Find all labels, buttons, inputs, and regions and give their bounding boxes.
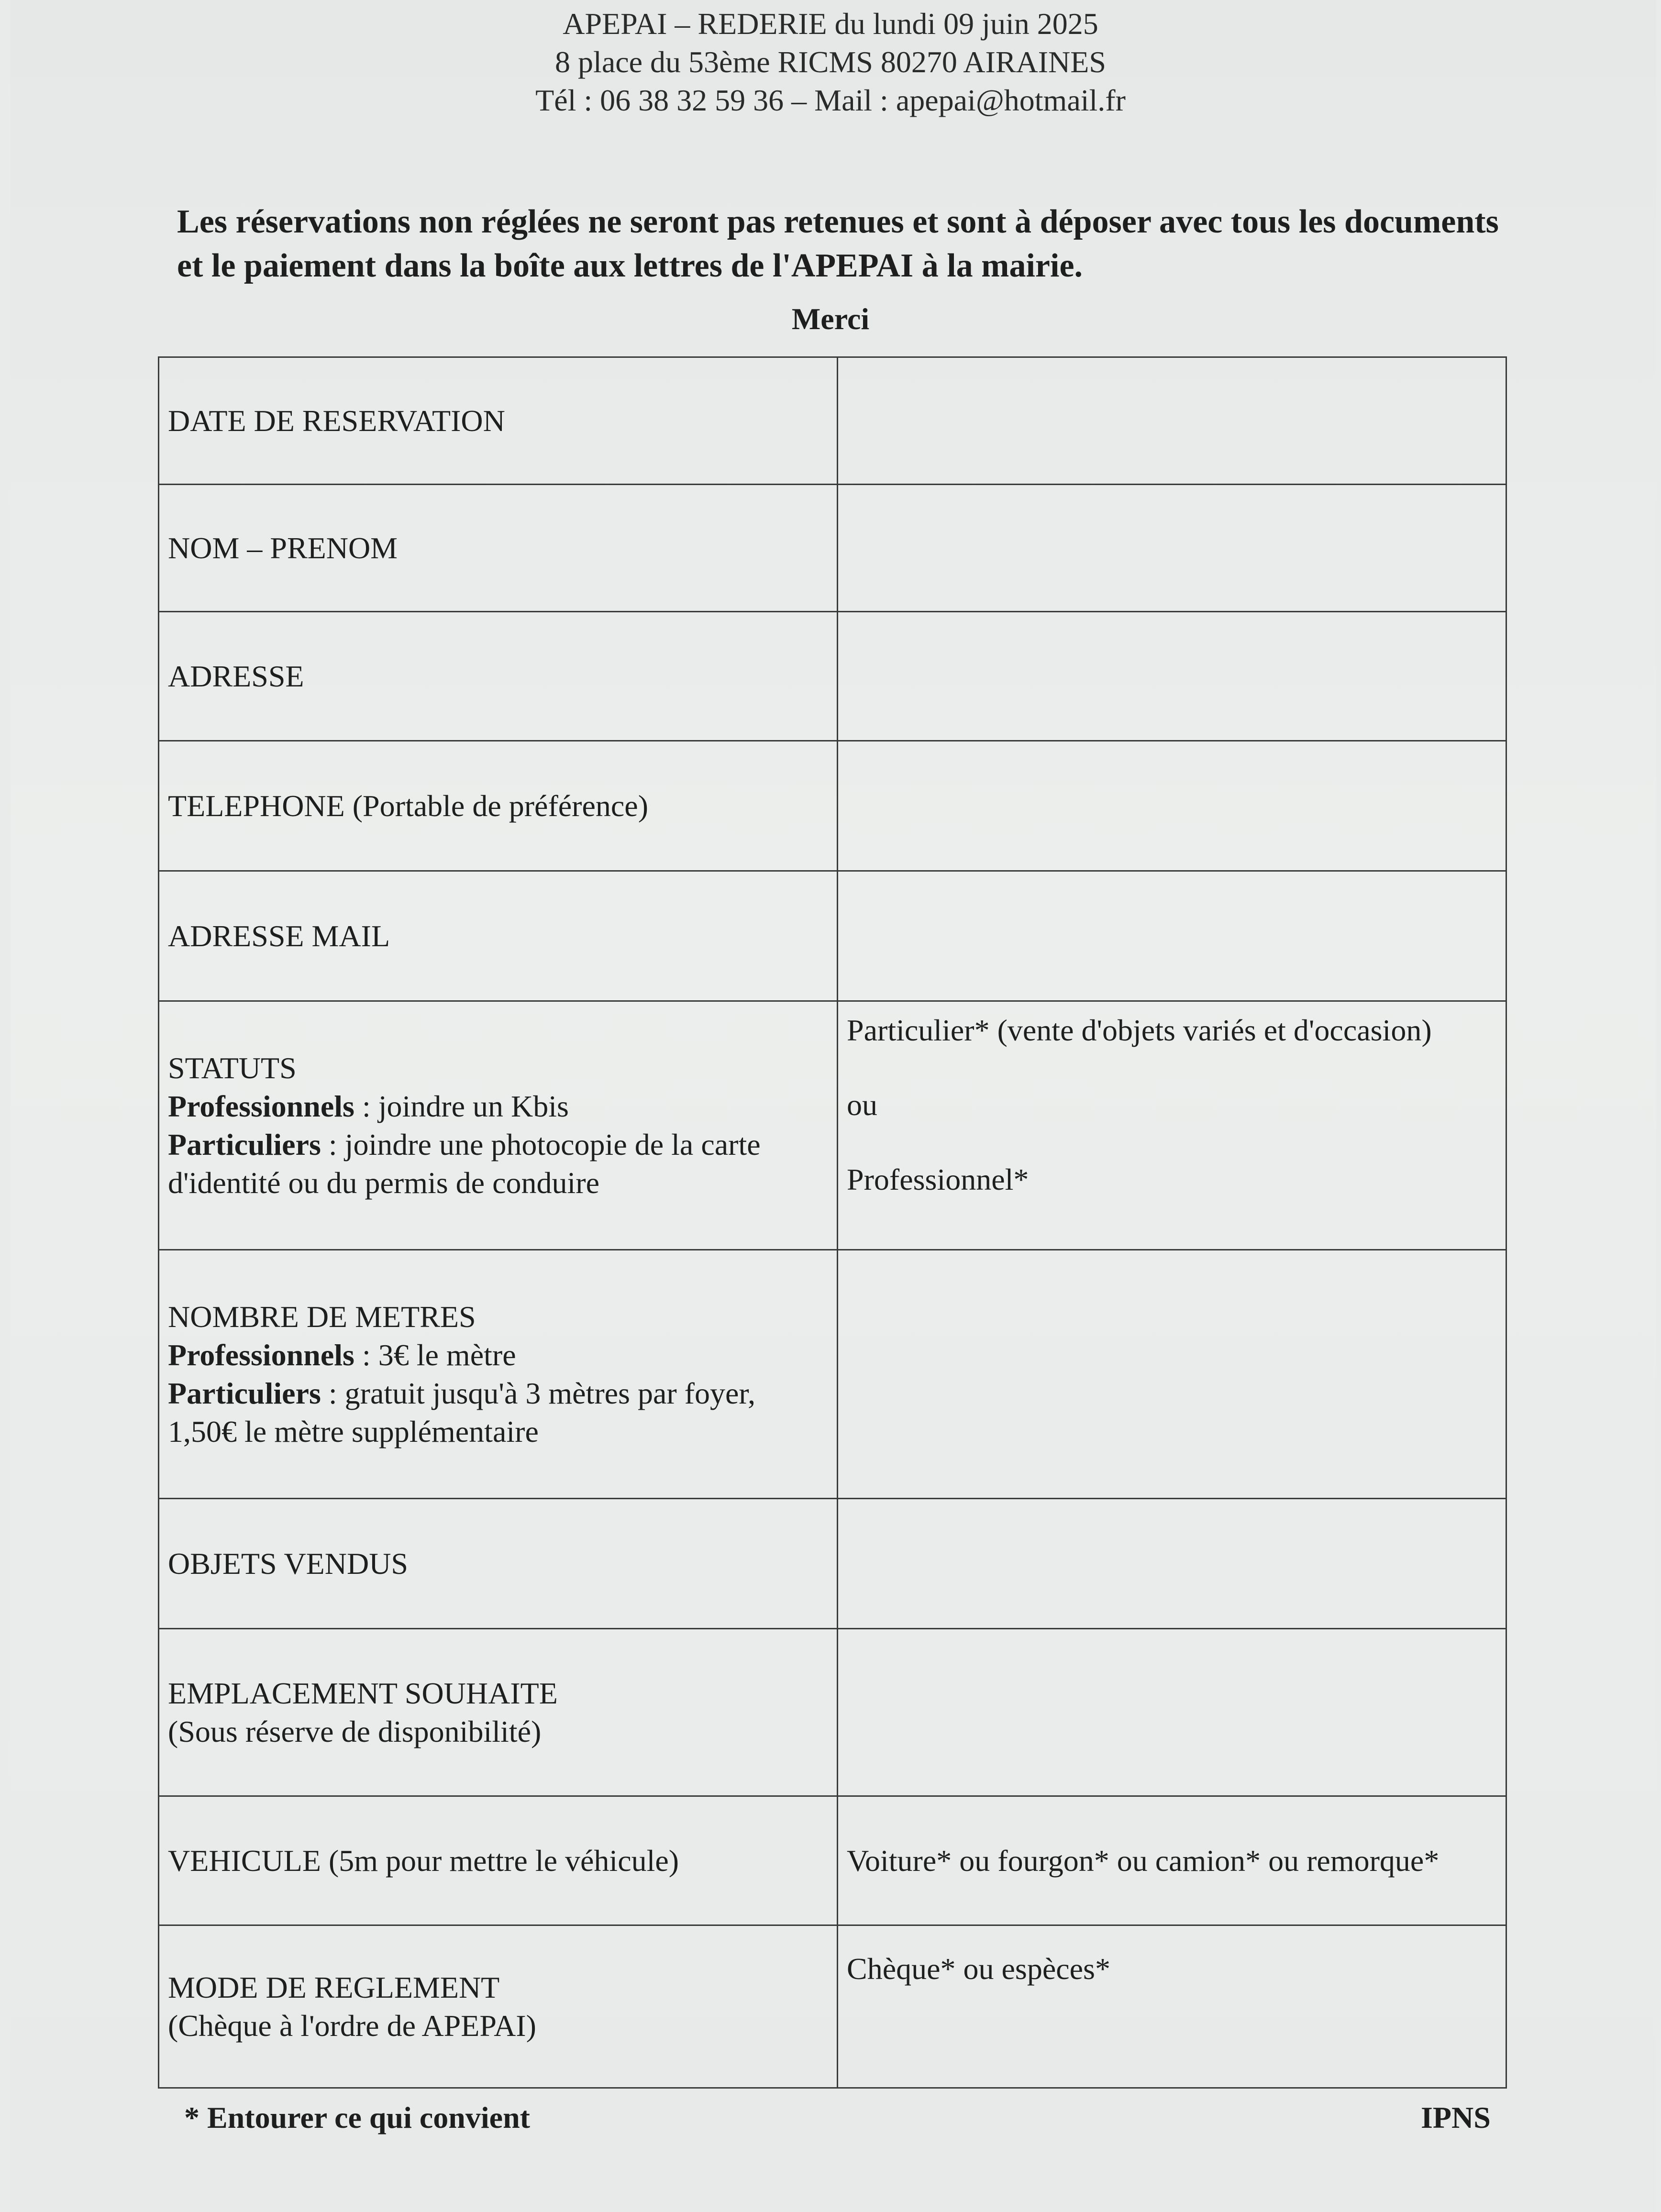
mail-field[interactable] [838, 871, 1506, 1001]
nom-label: NOM – PRENOM [159, 485, 838, 612]
statuts-option-particulier[interactable]: Particulier* (vente d'objets variés et d'occasion) [847, 1013, 1432, 1047]
adresse-field[interactable] [838, 612, 1506, 741]
objets-field[interactable] [838, 1499, 1506, 1629]
row-emplacement [159, 1629, 1506, 1796]
metres-label [159, 1250, 838, 1499]
row-objets [159, 1499, 1506, 1629]
row-reglement [159, 1925, 1506, 2088]
emplacement-note: (Sous réserve de disponibilité) [168, 1714, 542, 1748]
document-header [0, 5, 1661, 120]
reglement-label [159, 1925, 838, 2088]
metres-part-text: : gratuit jusqu'à 3 mètres par foyer, 1,50€ le mètre supplémentaire [168, 1376, 756, 1449]
reservation-form-table [158, 356, 1507, 2089]
statuts-part-text: : joindre une photocopie de la carte d'identité ou du permis de conduire [168, 1127, 761, 1200]
statuts-option-professionnel[interactable]: Professionnel* [847, 1162, 1029, 1196]
row-metres [159, 1250, 1506, 1499]
header-event-title: APEPAI – REDERIE du lundi 09 juin 2025 [563, 7, 1098, 41]
row-date [159, 357, 1506, 485]
statuts-label [159, 1001, 838, 1250]
mail-label: ADRESSE MAIL [159, 871, 838, 1001]
header-address: 8 place du 53ème RICMS 80270 AIRAINES [555, 45, 1106, 79]
statuts-title: STATUTS [168, 1051, 297, 1085]
statuts-options [838, 1001, 1506, 1250]
reservation-notice: Les réservations non réglées ne seront pas retenues et sont à déposer avec tous les documents et le paiement dans la boîte aux lettres de l'APEPAI à la mairie. [177, 203, 1499, 284]
statuts-or: ou [847, 1088, 877, 1122]
row-nom [159, 485, 1506, 612]
metres-pro-text: : 3€ le mètre [354, 1338, 516, 1372]
row-statuts [159, 1001, 1506, 1250]
reglement-note: (Chèque à l'ordre de APEPAI) [168, 2008, 536, 2043]
date-label: DATE DE RESERVATION [159, 357, 838, 485]
merci-text: Merci [791, 302, 870, 336]
reglement-title: MODE DE REGLEMENT [168, 1970, 500, 2004]
emplacement-label [159, 1629, 838, 1796]
metres-title: NOMBRE DE METRES [168, 1299, 476, 1334]
statuts-pro-text: : joindre un Kbis [354, 1089, 569, 1123]
telephone-field[interactable] [838, 741, 1506, 871]
footer-ipns: IPNS [1421, 2101, 1491, 2135]
header-contact: Tél : 06 38 32 59 36 – Mail : apepai@hotmail.fr [535, 83, 1126, 117]
row-telephone [159, 741, 1506, 871]
emplacement-field[interactable] [838, 1629, 1506, 1796]
row-adresse [159, 612, 1506, 741]
statuts-pro-term: Professionnels [168, 1089, 354, 1123]
nom-field[interactable] [838, 485, 1506, 612]
statuts-part-term: Particuliers [168, 1127, 321, 1161]
date-field[interactable] [838, 357, 1506, 485]
metres-part-term: Particuliers [168, 1376, 321, 1410]
statuts-pro-line [168, 1087, 828, 1126]
objets-label: OBJETS VENDUS [159, 1499, 838, 1629]
adresse-label: ADRESSE [159, 612, 838, 741]
footer-circle-note: * Entourer ce qui convient [184, 2101, 530, 2135]
metres-field[interactable] [838, 1250, 1506, 1499]
emplacement-title: EMPLACEMENT SOUHAITE [168, 1676, 558, 1710]
row-mail [159, 871, 1506, 1001]
vehicule-options[interactable]: Voiture* ou fourgon* ou camion* ou remorque* [838, 1796, 1506, 1925]
metres-pro-line [168, 1336, 828, 1374]
metres-pro-term: Professionnels [168, 1338, 354, 1372]
reglement-options[interactable]: Chèque* ou espèces* [838, 1925, 1506, 2088]
row-vehicule [159, 1796, 1506, 1925]
vehicule-label: VEHICULE (5m pour mettre le véhicule) [159, 1796, 838, 1925]
statuts-part-line [168, 1126, 828, 1202]
metres-part-line [168, 1374, 828, 1451]
telephone-label: TELEPHONE (Portable de préférence) [159, 741, 838, 871]
